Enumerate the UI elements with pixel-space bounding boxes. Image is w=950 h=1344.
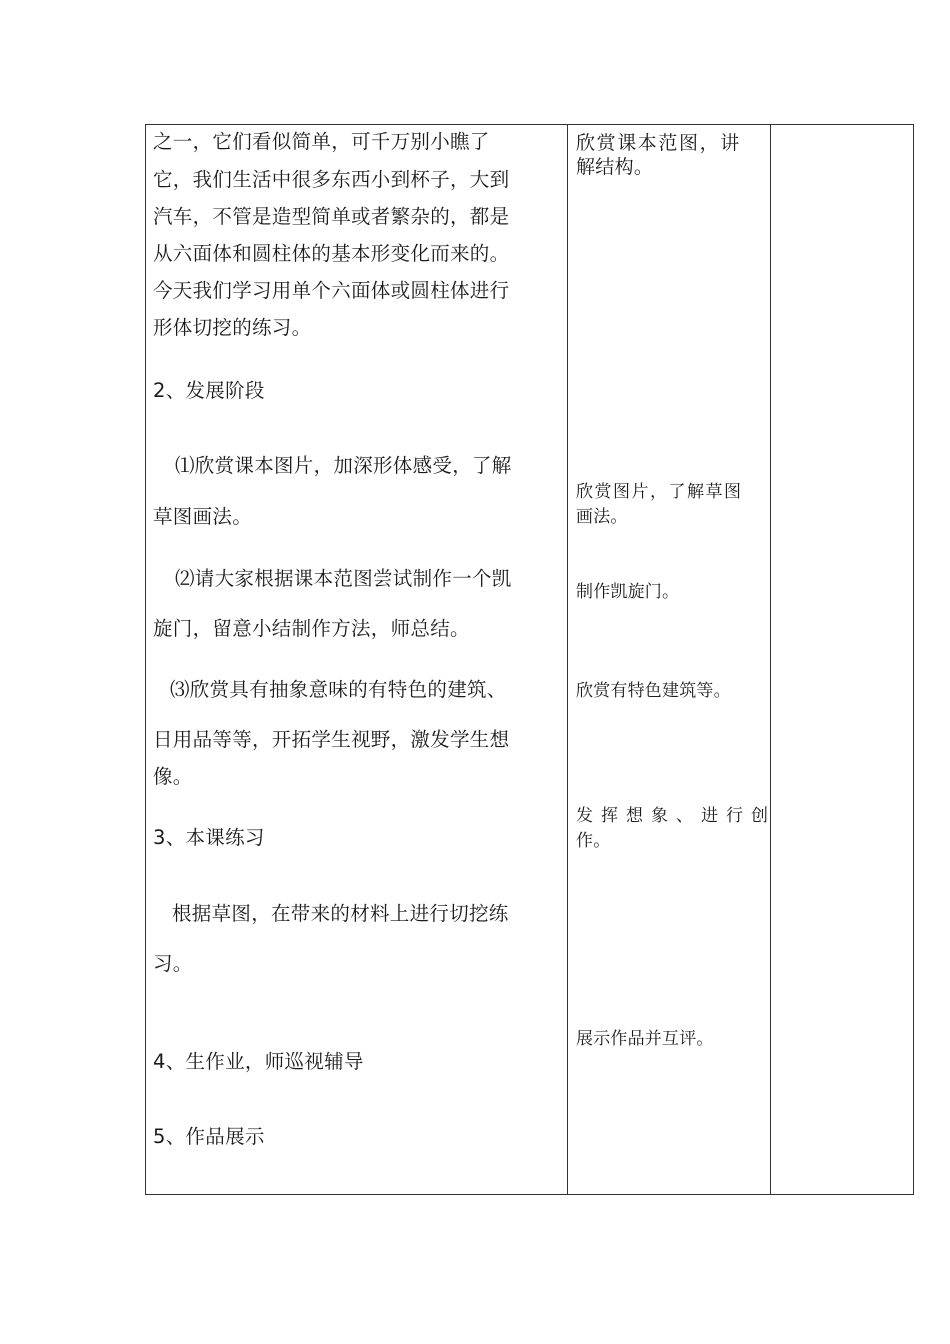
step-text: 草图画法。 <box>153 505 253 528</box>
step-text: 日用品等等，开拓学生视野，激发学生想 <box>153 728 510 751</box>
step-text: 旋门，留意小结制作方法，师总结。 <box>153 617 470 640</box>
section-heading: 2、发展阶段 <box>153 379 265 402</box>
activity-text: 发挥想象、进行创 <box>576 806 776 826</box>
practice-text: 习。 <box>153 952 193 975</box>
intro-line: 之一，它们看似简单，可千万别小瞧了 <box>153 130 490 153</box>
step-text: ⑶欣赏具有抽象意味的有特色的建筑、 <box>170 678 507 701</box>
step-text: ⑴欣赏课本图片，加深形体感受，了解 <box>175 454 512 477</box>
column-divider <box>770 125 771 1194</box>
intro-line: 形体切挖的练习。 <box>153 316 312 339</box>
activity-text: 欣赏有特色建筑等。 <box>576 681 731 701</box>
section-heading: 4、生作业，师巡视辅导 <box>153 1050 364 1073</box>
intro-line: 它，我们生活中很多东西小到杯子，大到 <box>153 168 510 191</box>
intro-line: 从六面体和圆柱体的基本形变化而来的。 <box>153 242 510 265</box>
activity-text: 画法。 <box>576 507 628 527</box>
activity-text: 制作凯旋门。 <box>576 582 680 602</box>
activity-text: 解结构。 <box>576 156 654 178</box>
practice-text: 根据草图，在带来的材料上进行切挖练 <box>172 902 509 925</box>
section-heading: 5、作品展示 <box>153 1125 265 1148</box>
activity-text: 作。 <box>576 831 611 851</box>
section-heading: 3、本课练习 <box>153 826 265 849</box>
intro-line: 今天我们学习用单个六面体或圆柱体进行 <box>153 279 510 302</box>
step-text: ⑵请大家根据课本范图尝试制作一个凯 <box>175 567 512 590</box>
column-divider <box>567 125 568 1194</box>
step-text: 像。 <box>153 765 193 788</box>
activity-text: 欣赏课本范图，讲 <box>576 132 741 154</box>
intro-line: 汽车，不管是造型简单或者繁杂的，都是 <box>153 205 510 228</box>
activity-text: 欣赏图片，了解草图 <box>576 482 743 502</box>
activity-text: 展示作品并互评。 <box>576 1029 714 1049</box>
